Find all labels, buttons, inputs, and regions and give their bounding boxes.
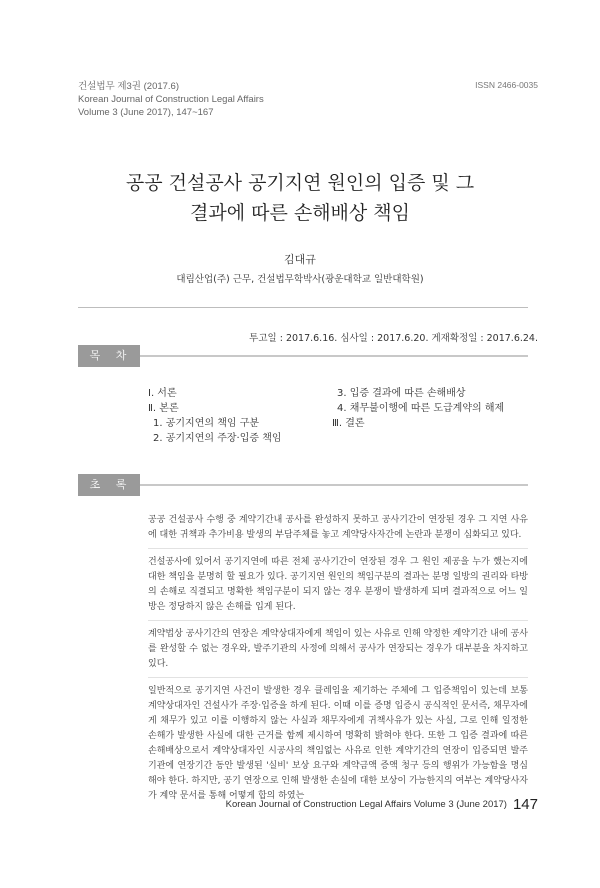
title-line-1: 공공 건설공사 공기지연 원인의 입증 및 그 bbox=[125, 172, 475, 194]
toc-left-column bbox=[148, 386, 282, 446]
author-name: 김대규 bbox=[284, 253, 316, 266]
abstract-body bbox=[148, 513, 528, 809]
submission-dates: 투고일 : 2017.6.16. 심사일 : 2017.6.20. 게재확정일 : 2017.6.24. bbox=[249, 333, 538, 344]
abstract-label: 초 록 bbox=[78, 474, 140, 496]
toc-item: Ⅱ. 본론 bbox=[148, 403, 179, 414]
toc-item: 3. 입증 결과에 따른 손해배상 bbox=[337, 388, 466, 399]
toc-label: 목 차 bbox=[78, 345, 140, 367]
toc-item: 1. 공기지연의 책임 구분 bbox=[153, 418, 260, 429]
page-number: 147 bbox=[512, 796, 538, 813]
abstract-paragraph: 건설공사에 있어서 공기지연에 따른 전체 공사기간이 연장된 경우 그 원인 제공을 누가 했는지에 대한 책임을 분명히 할 필요가 있다. 공기지연 원인의 책임구분의 결과는 분명 일방의 권리와 타방의 손해로 직결되고 명확한 책임구분이 되지 않는 경우 분쟁이 발생하게 되며 결과적으로 어느 일방은 정당하지 않은 손해를 입게 된다. bbox=[148, 557, 528, 612]
page-footer bbox=[226, 796, 538, 813]
divider-rule bbox=[78, 307, 528, 308]
journal-name-en: Korean Journal of Construction Legal Affairs bbox=[78, 94, 264, 105]
abstract-paragraph: 공공 건설공사 수행 중 계약기간내 공사를 완성하지 못하고 공사기간이 연장된 경우 그 지연 사유에 대한 귀책과 추가비용 발생의 부담주체를 놓고 계약당사자간에 논란과 분쟁이 심화되고 있다. bbox=[148, 515, 528, 540]
toc-item: 2. 공기지연의 주장·입증 책임 bbox=[153, 433, 282, 444]
journal-issue: 건설법무 제3권 (2017.6) bbox=[78, 81, 180, 92]
paper-title bbox=[0, 168, 600, 228]
abstract-paragraph: 일반적으로 공기지연 사건이 발생한 경우 클레임을 제기하는 주체에 그 입증책임이 있는데 보통 계약상대자인 건설사가 주장·입증을 하게 된다. 이때 이를 증명 입증시 공식적인 문서즉, 채무자에게 채무가 있고 이를 이행하지 않는 사실과 채무자에게 귀책사유가 있는 사실, 그로 인해 일정한 손해가 발생한 사실에 대한 근거를 함께 제시하여 명확히 밝혀야 한다. 또한 그 입증 결과에 따른 손해배상으로서 계약상대자인 시공사의 책임없는 사유로 인한 계약기간의 연장이 입증되면 발주기관에 연장기간 동안 발생된 '실비' 보상 요구와 계약금액 증액 청구 등의 행위가 가능함을 명심해야 한다. 하지만, 공기 연장으로 인해 발생한 손실에 대한 보상이 가능한지의 여부는 계약당사자가 계약 문서를 통해 어떻게 합의 하였는 bbox=[148, 686, 528, 801]
title-line-2: 결과에 따른 손해배상 책임 bbox=[189, 202, 410, 224]
abstract-bar-line bbox=[140, 484, 528, 486]
paragraph-divider bbox=[148, 620, 528, 621]
toc-item: Ⅲ. 결론 bbox=[332, 418, 365, 429]
toc-item: Ⅰ. 서론 bbox=[148, 388, 177, 399]
paragraph-divider bbox=[148, 677, 528, 678]
issn: ISSN 2466-0035 bbox=[475, 80, 538, 90]
toc-item: 4. 채무불이행에 따른 도급계약의 해제 bbox=[337, 403, 505, 414]
toc-bar-line bbox=[140, 355, 528, 357]
volume-pages: Volume 3 (June 2017), 147~167 bbox=[78, 107, 214, 118]
paragraph-divider bbox=[148, 548, 528, 549]
footer-journal: Korean Journal of Construction Legal Affairs Volume 3 (June 2017) bbox=[225, 799, 507, 810]
toc-right-column bbox=[332, 386, 504, 431]
journal-header bbox=[78, 80, 264, 119]
author-affiliation: 대림산업(주) 근무, 건설법무학박사(광운대학교 일반대학원) bbox=[176, 274, 424, 285]
abstract-paragraph: 계약법상 공사기간의 연장은 계약상대자에게 책임이 있는 사유로 인해 약정한 계약기간 내에 공사를 완성할 수 없는 경우와, 발주기관의 사정에 의해서 공사가 연장되는 경우가 대부분을 차지하고 있다. bbox=[148, 629, 528, 669]
